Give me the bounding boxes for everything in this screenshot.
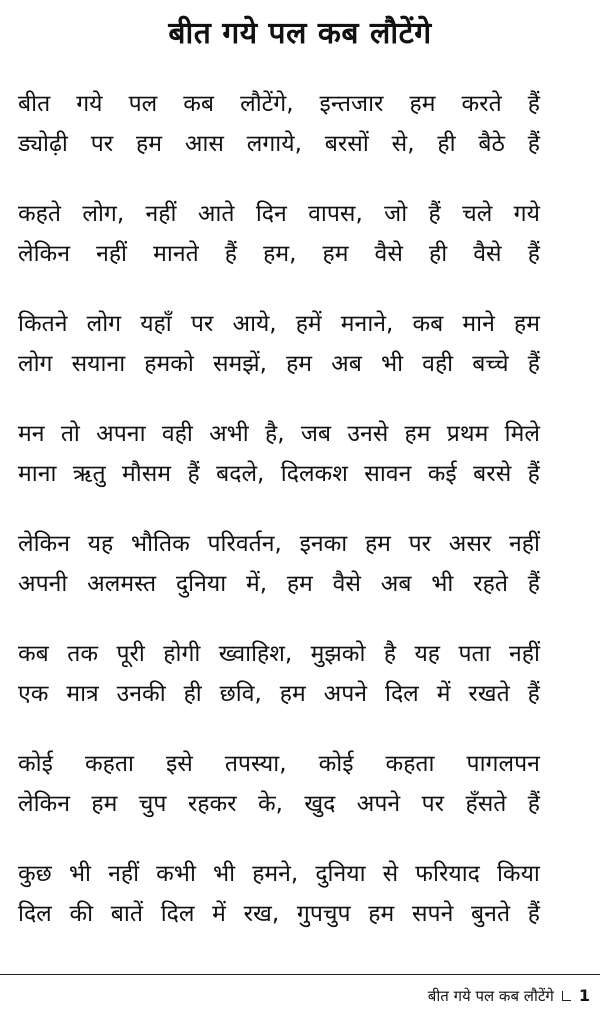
poem-word: वैसे (332, 571, 361, 597)
poem-word: कभी (156, 861, 196, 887)
poem-word: तो (60, 421, 80, 447)
poem-word: कहता (385, 751, 435, 777)
poem-word: हम (364, 531, 391, 557)
poem-word: प्रथम (446, 421, 489, 447)
poem-word: अब (380, 571, 412, 597)
poem-word: नहीं (145, 201, 177, 227)
poem-word: कुछ (18, 861, 52, 887)
poem-line (18, 784, 540, 824)
poem-word: भी (68, 861, 92, 887)
poem-word: यहाँ (140, 311, 172, 337)
poem-word: इन्तजार (319, 91, 384, 117)
poem-word: हम (286, 351, 313, 377)
poem-word: पर (90, 131, 114, 157)
poem-word: वही (422, 351, 454, 377)
poem-word: लोग (86, 311, 122, 337)
poem-word: नहीं (108, 861, 140, 887)
poem-word: मुझको (310, 641, 366, 667)
poem-line (18, 344, 540, 384)
poem-word: पूरी (116, 641, 145, 667)
poem-word: हैं (527, 461, 540, 487)
poem-word: भी (212, 861, 236, 887)
poem-word: पर (421, 791, 445, 817)
poem-word: बुनते (471, 901, 511, 927)
poem-word: माना (18, 461, 57, 487)
poem-body (18, 84, 540, 964)
poem-word: है (383, 641, 397, 667)
poem-word: बैठे (478, 131, 505, 157)
poem-word: करते (461, 91, 502, 117)
box-corner-icon (562, 991, 571, 1001)
poem-word: भी (380, 351, 404, 377)
poem-word: चुप (138, 791, 167, 817)
poem-word: से, (391, 131, 415, 157)
poem-word: लौटेंगे, (240, 91, 294, 117)
poem-word: हैं (527, 901, 540, 927)
poem-word: मानते (153, 241, 199, 267)
poem-word: भी (431, 571, 454, 597)
poem-word: से (382, 861, 399, 887)
footer-divider (0, 974, 600, 975)
poem-line (18, 854, 540, 894)
poem-word: हम (513, 311, 540, 337)
poem-word: दिल (160, 901, 195, 927)
poem-title: बीत गये पल कब लौटेंगे (168, 16, 432, 51)
poem-word: दिलकश (280, 461, 348, 487)
poem-word: दुनिया (175, 571, 227, 597)
poem-word: हमें (295, 311, 322, 337)
poem-word: मौसम (122, 461, 172, 487)
poem-word: तपस्या, (224, 751, 287, 777)
poem-word: हैं (527, 791, 540, 817)
poem-word: खुद (304, 791, 336, 817)
poem-word: कितने (18, 311, 68, 337)
poem-line (18, 524, 540, 564)
poem-word: कहता (84, 751, 134, 777)
poem-word: लोग (18, 351, 53, 377)
poem-word: रहकर (187, 791, 237, 817)
poem-word: कहते (18, 201, 61, 227)
poem-word: हैं (527, 571, 540, 597)
poem-word: उनसे (347, 421, 389, 447)
poem-word: हँसते (465, 791, 507, 817)
poem-word: उनकी (116, 681, 166, 707)
page-number: 1 (578, 986, 590, 1005)
poem-word: आते (197, 201, 235, 227)
poem-word: ख्वाहिश, (218, 641, 293, 667)
stanza (18, 854, 540, 964)
poem-word: असर (448, 531, 492, 557)
poem-word: लगाये, (246, 131, 302, 157)
poem-word: में, (245, 571, 268, 597)
poem-line (18, 414, 540, 454)
poem-word: कई (427, 461, 457, 487)
running-title: बीत गये पल कब लौटेंगे (427, 987, 554, 1005)
poem-word: बदले, (216, 461, 265, 487)
stanza (18, 524, 540, 634)
poem-word: परिवर्तन, (207, 531, 282, 557)
poem-word: कब (412, 311, 444, 337)
poem-word: हैं (527, 91, 540, 117)
poem-word: मिले (504, 421, 540, 447)
poem-word: ही (437, 131, 456, 157)
poem-word: सयाना (71, 351, 126, 377)
poem-word: अपना (96, 421, 146, 447)
poem-word: फरियाद (415, 861, 480, 887)
poem-word: लेकिन (18, 791, 70, 817)
poem-word: हैं (527, 681, 540, 707)
poem-word: दिल (385, 681, 419, 707)
poem-word: हैं (224, 241, 238, 267)
poem-word: वैसे (374, 241, 403, 267)
poem-word: बरसे (473, 461, 512, 487)
poem-word: हम (279, 681, 306, 707)
poem-word: पल (128, 91, 158, 117)
poem-word: होगी (163, 641, 201, 667)
poem-word: अपनी (18, 571, 68, 597)
stanza (18, 414, 540, 524)
poem-word: ही (183, 681, 202, 707)
poem-word: हम (91, 791, 118, 817)
poem-word: हैं (187, 461, 200, 487)
poem-word: मन (18, 421, 45, 447)
poem-word: गुपचुप (296, 901, 351, 927)
poem-word: रहते (473, 571, 508, 597)
poem-word: बच्चे (472, 351, 509, 377)
poem-word: पागलपन (466, 751, 540, 777)
poem-word: अब (331, 351, 362, 377)
stanza (18, 194, 540, 304)
poem-word: बीत (18, 91, 51, 117)
poem-word: जब (300, 421, 332, 447)
poem-line (18, 84, 540, 124)
stanza (18, 84, 540, 194)
poem-word: हम (322, 241, 349, 267)
poem-word: मनाने, (340, 311, 394, 337)
poem-line (18, 634, 540, 674)
poem-word: ऋतु (72, 461, 106, 487)
poem-word: की (69, 901, 94, 927)
poem-word: नहीं (96, 241, 128, 267)
poem-word: पर (408, 531, 432, 557)
poem-word: वापस, (308, 201, 363, 227)
poem-word: मात्र (66, 681, 99, 707)
poem-word: यह (414, 641, 441, 667)
poem-word: लोग, (82, 201, 125, 227)
poem-word: पर (190, 311, 214, 337)
poem-word: दिल (18, 901, 52, 927)
poem-word: माने (462, 311, 495, 337)
poem-word: हमको (144, 351, 194, 377)
poem-line (18, 744, 540, 784)
poem-word: हमने, (252, 861, 299, 887)
poem-word: दुनिया (315, 861, 366, 887)
poem-word: में (212, 901, 226, 927)
poem-word: छवि, (219, 681, 262, 707)
poem-word: कब (183, 91, 215, 117)
poem-word: अभी (209, 421, 249, 447)
poem-word: बातें (110, 901, 143, 927)
poem-word: आस (184, 131, 224, 157)
poem-word: कोई (318, 751, 354, 777)
poem-word: गये (513, 201, 540, 227)
poem-word: हम (368, 901, 395, 927)
poem-word: आये, (232, 311, 277, 337)
poem-word: पता (458, 641, 491, 667)
poem-line (18, 564, 540, 604)
poem-word: भौतिक (130, 531, 190, 557)
poem-word: रख, (243, 901, 280, 927)
poem-word: हम (286, 571, 313, 597)
poem-word: हम (136, 131, 163, 157)
poem-word: के, (257, 791, 283, 817)
poem-line (18, 674, 540, 714)
stanza (18, 744, 540, 854)
poem-word: तक (67, 641, 99, 667)
poem-word: वही (161, 421, 193, 447)
poem-word: अपने (356, 791, 401, 817)
poem-line (18, 894, 540, 934)
poem-word: दिन (255, 201, 287, 227)
poem-word: इसे (165, 751, 193, 777)
stanza (18, 634, 540, 744)
poem-word: एक (18, 681, 49, 707)
poem-word: नहीं (509, 641, 540, 667)
poem-word: हैं (428, 201, 441, 227)
poem-word: लेकिन (18, 531, 70, 557)
poem-word: अपने (323, 681, 368, 707)
poem-word: इनका (299, 531, 348, 557)
poem-word: ही (428, 241, 448, 267)
poem-word: वैसे (473, 241, 502, 267)
page-footer (428, 986, 590, 1006)
poem-line (18, 194, 540, 234)
poem-word: जो (384, 201, 408, 227)
poem-word: हम (409, 91, 436, 117)
poem-line (18, 454, 540, 494)
poem-word: हैं (527, 241, 540, 267)
poem-word: समझें, (212, 351, 267, 377)
poem-word: है, (265, 421, 285, 447)
poem-word: ड्योढ़ी (18, 131, 68, 157)
poem-word: हम (404, 421, 431, 447)
poem-line (18, 124, 540, 164)
poem-word: हम, (263, 241, 297, 267)
poem-line (18, 304, 540, 344)
poem-word: किया (496, 861, 540, 887)
poem-word: में (436, 681, 451, 707)
poem-word: रखते (468, 681, 510, 707)
stanza (18, 304, 540, 414)
poem-word: हैं (527, 131, 540, 157)
poem-word: हैं (527, 351, 540, 377)
poem-word: लेकिन (18, 241, 70, 267)
poem-word: यह (87, 531, 114, 557)
poem-word: चले (462, 201, 493, 227)
poem-word: नहीं (508, 531, 540, 557)
poem-word: अलमस्त (87, 571, 157, 597)
poem-word: बरसों (324, 131, 369, 157)
poem-word: गये (76, 91, 103, 117)
poem-word: सपने (411, 901, 454, 927)
poem-word: सावन (364, 461, 412, 487)
poem-word: कब (18, 641, 49, 667)
poem-word: कोई (18, 751, 53, 777)
poem-line (18, 234, 540, 274)
